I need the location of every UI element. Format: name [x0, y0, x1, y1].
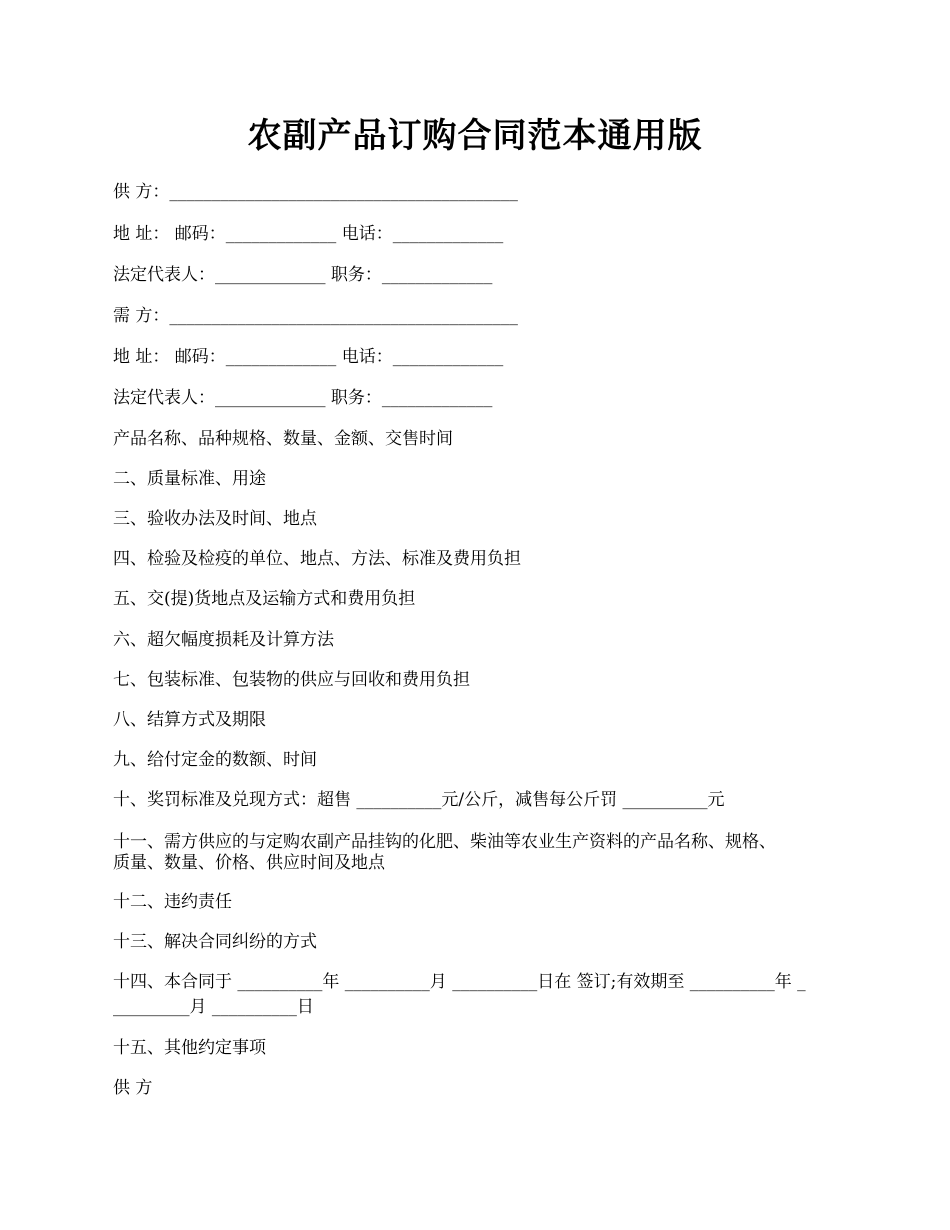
clause-11-line-1: 十一、需方供应的与定购农副产品挂钩的化肥、柴油等农业生产资料的产品名称、规格、 [113, 832, 776, 852]
clause-8: 八、结算方式及期限 [113, 710, 266, 730]
buyer-representative-line: 法定代表人：_____________ 职务：_____________ [113, 388, 493, 408]
clause-6: 六、超欠幅度损耗及计算方法 [113, 630, 334, 650]
supplier-address-line: 地 址： 邮码：_____________ 电话：_____________ [113, 224, 504, 244]
clause-4: 四、检验及检疫的单位、地点、方法、标准及费用负担 [113, 549, 521, 569]
clause-3: 三、验收办法及时间、地点 [113, 509, 317, 529]
clause-2: 二、质量标准、用途 [113, 469, 266, 489]
clause-1: 产品名称、品种规格、数量、金额、交售时间 [113, 429, 453, 449]
clause-10: 十、奖罚标准及兑现方式：超售 __________元/公斤，减售每公斤罚 __________元 [113, 790, 725, 810]
buyer-address-line: 地 址： 邮码：_____________ 电话：_____________ [113, 347, 504, 367]
supplier-name-line: 供 方：_________________________________________ [113, 182, 518, 202]
clause-14-line-1: 十四、本合同于 __________年 __________月 __________日在 签订;有效期至 __________年 _ [113, 972, 806, 992]
clause-11-line-2: 质量、数量、价格、供应时间及地点 [113, 853, 385, 873]
clause-15: 十五、其他约定事项 [113, 1038, 266, 1058]
clause-14-line-2: _________月 __________日 [113, 997, 314, 1017]
clause-9: 九、给付定金的数额、时间 [113, 750, 317, 770]
buyer-name-line: 需 方：_________________________________________ [113, 306, 518, 326]
signature-supplier: 供 方 [113, 1078, 153, 1098]
clause-7: 七、包装标准、包装物的供应与回收和费用负担 [113, 670, 470, 690]
clause-13: 十三、解决合同纠纷的方式 [113, 932, 317, 952]
supplier-representative-line: 法定代表人：_____________ 职务：_____________ [113, 265, 493, 285]
clause-12: 十二、违约责任 [113, 892, 232, 912]
document-title: 农副产品订购合同范本通用版 [247, 116, 703, 156]
clause-5: 五、交(提)货地点及运输方式和费用负担 [113, 589, 416, 609]
